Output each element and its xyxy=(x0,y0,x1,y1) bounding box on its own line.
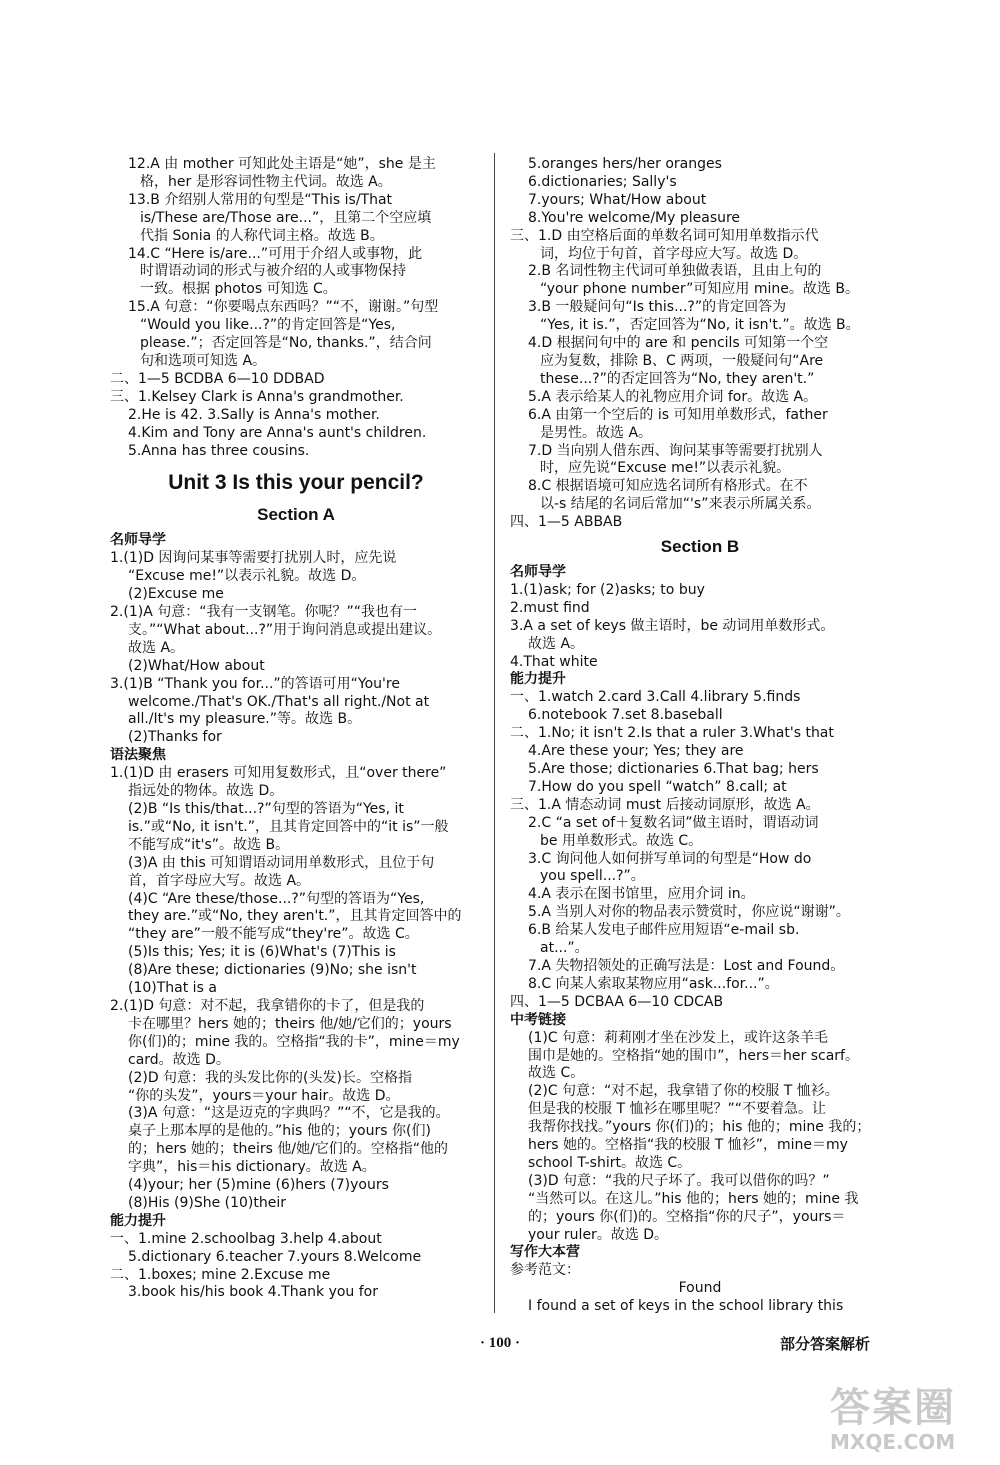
text-line: 5.dictionary 6.teacher 7.yours 8.Welcome xyxy=(128,1248,422,1265)
text-line: “当然可以。在这儿。”his 他的；hers 她的；mine 我 xyxy=(528,1190,859,1207)
text-line: is.”或“No, it isn't.”，且其肯定回答中的“it is”一般 xyxy=(128,818,449,835)
text-line: 一、1.watch 2.card 3.Call 4.library 5.finds xyxy=(510,689,801,706)
text-line: 3.B 一般疑问句“Is this...?”的肯定回答为 xyxy=(528,299,787,316)
text-line: 2.B 名词性物主代词可单独做表语，且由上句的 xyxy=(528,263,822,280)
text-line: 5.A 表示给某人的礼物应用介词 for。故选 A。 xyxy=(528,388,818,405)
text-line: 4.Are these your; Yes; they are xyxy=(528,743,744,760)
text-line: 1.(1)ask; for (2)asks; to buy xyxy=(510,581,705,598)
page-number: · 100 · xyxy=(479,1335,520,1351)
text-line: 7.yours; What/How about xyxy=(528,191,707,208)
text-line: (1)C 句意：莉莉刚才坐在沙发上，或许这条羊毛 xyxy=(528,1029,829,1046)
text-line: 13.B 介绍别人常用的句型是“This is/That xyxy=(128,191,393,208)
text-line: is/These are/Those are...”，且第二个空应填 xyxy=(140,209,432,226)
text-line: 首，首字母应大写。故选 A。 xyxy=(128,872,311,889)
text-line: 6.A 由第一个空后的 is 可知用单数形式，father xyxy=(528,406,828,423)
text-line: “they are”一般不能写成“they're”。故选 C。 xyxy=(128,926,419,943)
text-line: 词，均位于句首，首字母应大写。故选 D。 xyxy=(540,245,808,262)
text-line: you spell...?”。 xyxy=(540,868,645,885)
text-line: 是男性。故选 A。 xyxy=(540,424,653,441)
subsection-heading: 名师导学 xyxy=(510,564,566,581)
text-line: 四、1—5 ABBAB xyxy=(510,514,623,531)
text-line: 6.B 给某人发电子邮件应用短语“e-mail sb. xyxy=(528,922,800,939)
watermark-logo-text: 答案圈 xyxy=(830,1385,956,1431)
text-line: 7.How do you spell “watch” 8.call; at xyxy=(528,778,787,795)
text-line: 三、1.A 情态动词 must 后接动词原形，故选 A。 xyxy=(510,796,820,813)
text-line: 应为复数，排除 B、C 两项，一般疑问句“Are xyxy=(540,352,824,369)
text-line: 6.dictionaries; Sally's xyxy=(528,173,677,190)
text-line: 你(们)的；mine 我的。空格指“我的卡”，mine＝my xyxy=(128,1033,460,1050)
subsection-heading: 中考链接 xyxy=(510,1011,566,1028)
text-line: 5.A 当别人对你的物品表示赞赏时，你应说“谢谢”。 xyxy=(528,904,850,921)
subsection-heading: 能力提升 xyxy=(510,671,566,688)
text-line: (2)What/How about xyxy=(128,657,265,674)
text-line: at...”。 xyxy=(540,940,589,957)
subsection-heading: 能力提升 xyxy=(110,1212,166,1229)
text-line: 一、1.mine 2.schoolbag 3.help 4.about xyxy=(110,1230,382,1247)
text-line: 但是我的校服 T 恤衫在哪里呢？”“不要着急。让 xyxy=(528,1101,826,1118)
text-line: 时，应先说“Excuse me!”以表示礼貌。 xyxy=(540,460,791,477)
text-line: “你的头发”，yours＝your hair。故选 D。 xyxy=(128,1087,400,1104)
text-line: 故选 A。 xyxy=(128,639,185,656)
text-line: 8.C 根据语境可知应选名词所有格形式。在不 xyxy=(528,478,808,495)
text-line: 字典”，his＝his dictionary。故选 A。 xyxy=(128,1159,376,1176)
text-line: 时谓语动词的形式与被介绍的人或事物保持 xyxy=(140,263,406,280)
text-line: (3)D 句意：“我的尺子坏了。我可以借你的吗？” xyxy=(528,1172,830,1189)
text-line: 参考范文： xyxy=(510,1262,580,1279)
text-line: 5.Are those; dictionaries 6.That bag; hers xyxy=(528,761,819,777)
text-line: all./It's my pleasure.”等。故选 B。 xyxy=(128,711,362,728)
text-line: 15.A 句意：“你要喝点东西吗？”“不，谢谢。”句型 xyxy=(128,299,439,316)
text-line: 4.Kim and Tony are Anna's aunt's children. xyxy=(128,424,427,441)
text-line: 卡在哪里？hers 她的；theirs 他/她/它们的；yours xyxy=(128,1015,452,1032)
text-line: 我帮你找找。”yours 你(们)的；his 他的；mine 我的； xyxy=(528,1119,871,1136)
text-line: 7.A 失物招领处的正确写法是：Lost and Found。 xyxy=(528,957,845,974)
subsection-heading: 写作大本营 xyxy=(510,1244,580,1261)
text-line: 故选 C。 xyxy=(528,1065,585,1082)
text-line: 围巾是她的。空格指“她的围巾”，hers＝her scarf。 xyxy=(528,1047,859,1064)
text-line: 的；yours 你(们)的。空格指“你的尺子”，yours＝ xyxy=(528,1208,846,1225)
text-line: (10)That is a xyxy=(128,980,217,997)
text-line: 三、1.Kelsey Clark is Anna's grandmother. xyxy=(110,388,404,405)
text-line: Found xyxy=(678,1280,722,1297)
text-line: 二、1.boxes; mine 2.Excuse me xyxy=(110,1266,331,1283)
text-line: “your phone number”可知应用 mine。故选 B。 xyxy=(540,281,859,298)
text-line: 一致。根据 photos 可知选 C。 xyxy=(140,281,337,298)
text-line: school T-shirt。故选 C。 xyxy=(528,1154,692,1171)
text-line: 1.(1)D 因询问某事等需要打扰别人时，应先说 xyxy=(110,550,397,567)
text-line: 2.must find xyxy=(510,599,590,616)
text-line: 支。”“What about...?”用于询问消息或提出建议。 xyxy=(128,621,442,638)
section-title: Section B xyxy=(660,537,740,557)
text-line: “Yes, it is.”，否定回答为“No, it isn't.”。故选 B。 xyxy=(540,317,860,334)
text-line: 句和选项可知选 A。 xyxy=(140,352,267,369)
right-column xyxy=(510,156,890,1316)
text-line: 1.(1)D 由 erasers 可知用复数形式，且“over there” xyxy=(110,765,447,782)
text-line: 4.A 表示在图书馆里，应用介词 in。 xyxy=(528,886,755,903)
text-line: (4)C “Are these/those...?”句型的答语为“Yes, xyxy=(128,890,425,907)
text-line: 4.That white xyxy=(510,653,598,670)
text-line: 2.He is 42. 3.Sally is Anna's mother. xyxy=(128,406,380,423)
text-line: 5.Anna has three cousins. xyxy=(128,442,310,459)
text-line: (2)C 句意：“对不起，我拿错了你的校服 T 恤衫。 xyxy=(528,1083,839,1100)
text-line: 2.(1)A 句意：“我有一支钢笔。你呢？”“我也有一 xyxy=(110,604,417,621)
text-line: 8.You're welcome/My pleasure xyxy=(528,209,741,226)
text-line: 不能写成“it's”。故选 B。 xyxy=(128,836,290,853)
text-line: 格，her 是形容词性物主代词。故选 A。 xyxy=(140,173,392,190)
text-line: (2)B “Is this/that...?”句型的答语为“Yes, it xyxy=(128,801,404,817)
text-line: (8)Are these; dictionaries (9)No; she isn't xyxy=(128,962,417,979)
text-line: 四、1—5 DCBAA 6—10 CDCAB xyxy=(510,993,724,1010)
text-line: I found a set of keys in the school library this xyxy=(528,1298,844,1315)
text-line: 4.D 根据问句中的 are 和 pencils 可知第一个空 xyxy=(528,335,829,352)
text-line: 3.A a set of keys 做主语时，be 动词用单数形式。 xyxy=(510,617,835,634)
text-line: (8)His (9)She (10)their xyxy=(128,1194,287,1211)
text-line: 3.(1)B “Thank you for...”的答语可用“You're xyxy=(110,675,400,692)
text-line: 3.book his/his book 4.Thank you for xyxy=(128,1284,379,1301)
text-line: 二、1—5 BCDBA 6—10 DDBAD xyxy=(110,370,325,387)
text-line: 2.(1)D 句意：对不起，我拿错你的卡了，但是我的 xyxy=(110,997,425,1014)
text-line: 三、1.D 由空格后面的单数名词可知用单数指示代 xyxy=(510,227,819,244)
text-line: 5.oranges hers/her oranges xyxy=(528,156,722,172)
text-line: these...?”的否定回答为“No, they aren't.” xyxy=(540,370,815,387)
text-line: (3)A 由 this 可知谓语动词用单数形式，且位于句 xyxy=(128,854,435,871)
text-line: your ruler。故选 D。 xyxy=(528,1226,669,1243)
text-line: (4)your; her (5)mine (6)hers (7)yours xyxy=(128,1177,389,1194)
text-line: 故选 A。 xyxy=(528,635,585,652)
column-divider xyxy=(494,153,495,1313)
text-line: (2)Excuse me xyxy=(128,586,224,603)
text-line: (5)Is this; Yes; it is (6)What's (7)This is xyxy=(128,944,396,961)
text-line: be 用单数形式。故选 C。 xyxy=(540,832,703,849)
text-line: 以-s 结尾的名词后常加“'s”来表示所属关系。 xyxy=(540,496,821,513)
text-line: 代指 Sonia 的人称代词主格。故选 B。 xyxy=(140,227,384,244)
watermark-url: MXQE.COM xyxy=(830,1430,956,1454)
text-line: they are.”或“No, they aren't.”，且其肯定回答中的 xyxy=(128,908,462,925)
text-line: 二、1.No; it isn't 2.Is that a ruler 3.What's that xyxy=(510,725,834,742)
text-line: welcome./That's OK./That's all right./Not at xyxy=(128,693,430,710)
footer-section-title: 部分答案解析 xyxy=(780,1335,871,1353)
text-line: 的；hers 她的；theirs 他/她/它们的。空格指“他的 xyxy=(128,1141,449,1158)
text-line: “Excuse me!”以表示礼貌。故选 D。 xyxy=(128,568,366,585)
text-line: 14.C “Here is/are...”可用于介绍人或事物，此 xyxy=(128,245,423,262)
left-column xyxy=(110,156,482,1302)
watermark xyxy=(830,1385,990,1460)
text-line: 7.D 当向别人借东西、询问某事等需要打扰别人 xyxy=(528,442,823,459)
text-line: (2)Thanks for xyxy=(128,729,222,746)
text-line: 指远处的物体。故选 D。 xyxy=(128,783,284,800)
text-line: 3.C 询问他人如何拼写单词的句型是“How do xyxy=(528,850,812,867)
section-title: Section A xyxy=(257,505,335,525)
text-line: hers 她的。空格指“我的校服 T 恤衫”，mine＝my xyxy=(528,1137,848,1154)
text-line: please.”；否定回答是“No, thanks.”，结合问 xyxy=(140,335,432,352)
subsection-heading: 语法聚焦 xyxy=(110,747,166,764)
text-line: “Would you like...?”的肯定回答是“Yes, xyxy=(140,317,396,334)
text-line: 6.notebook 7.set 8.baseball xyxy=(528,707,723,724)
subsection-heading: 名师导学 xyxy=(110,532,166,549)
text-line: (2)D 句意：我的头发比你的(头发)长。空格指 xyxy=(128,1069,412,1086)
text-line: card。故选 D。 xyxy=(128,1051,230,1068)
unit-title: Unit 3 Is this your pencil? xyxy=(168,471,424,495)
text-line: (3)A 句意：“这是迈克的字典吗？”“不，它是我的。 xyxy=(128,1105,450,1122)
text-line: 桌子上那本厚的是他的。”his 他的；yours 你(们) xyxy=(128,1123,431,1140)
text-line: 12.A 由 mother 可知此处主语是“她”，she 是主 xyxy=(128,156,436,172)
text-line: 2.C “a set of＋复数名词”做主语时，谓语动词 xyxy=(528,814,819,831)
text-line: 8.C 向某人索取某物应用“ask...for...”。 xyxy=(528,975,779,992)
